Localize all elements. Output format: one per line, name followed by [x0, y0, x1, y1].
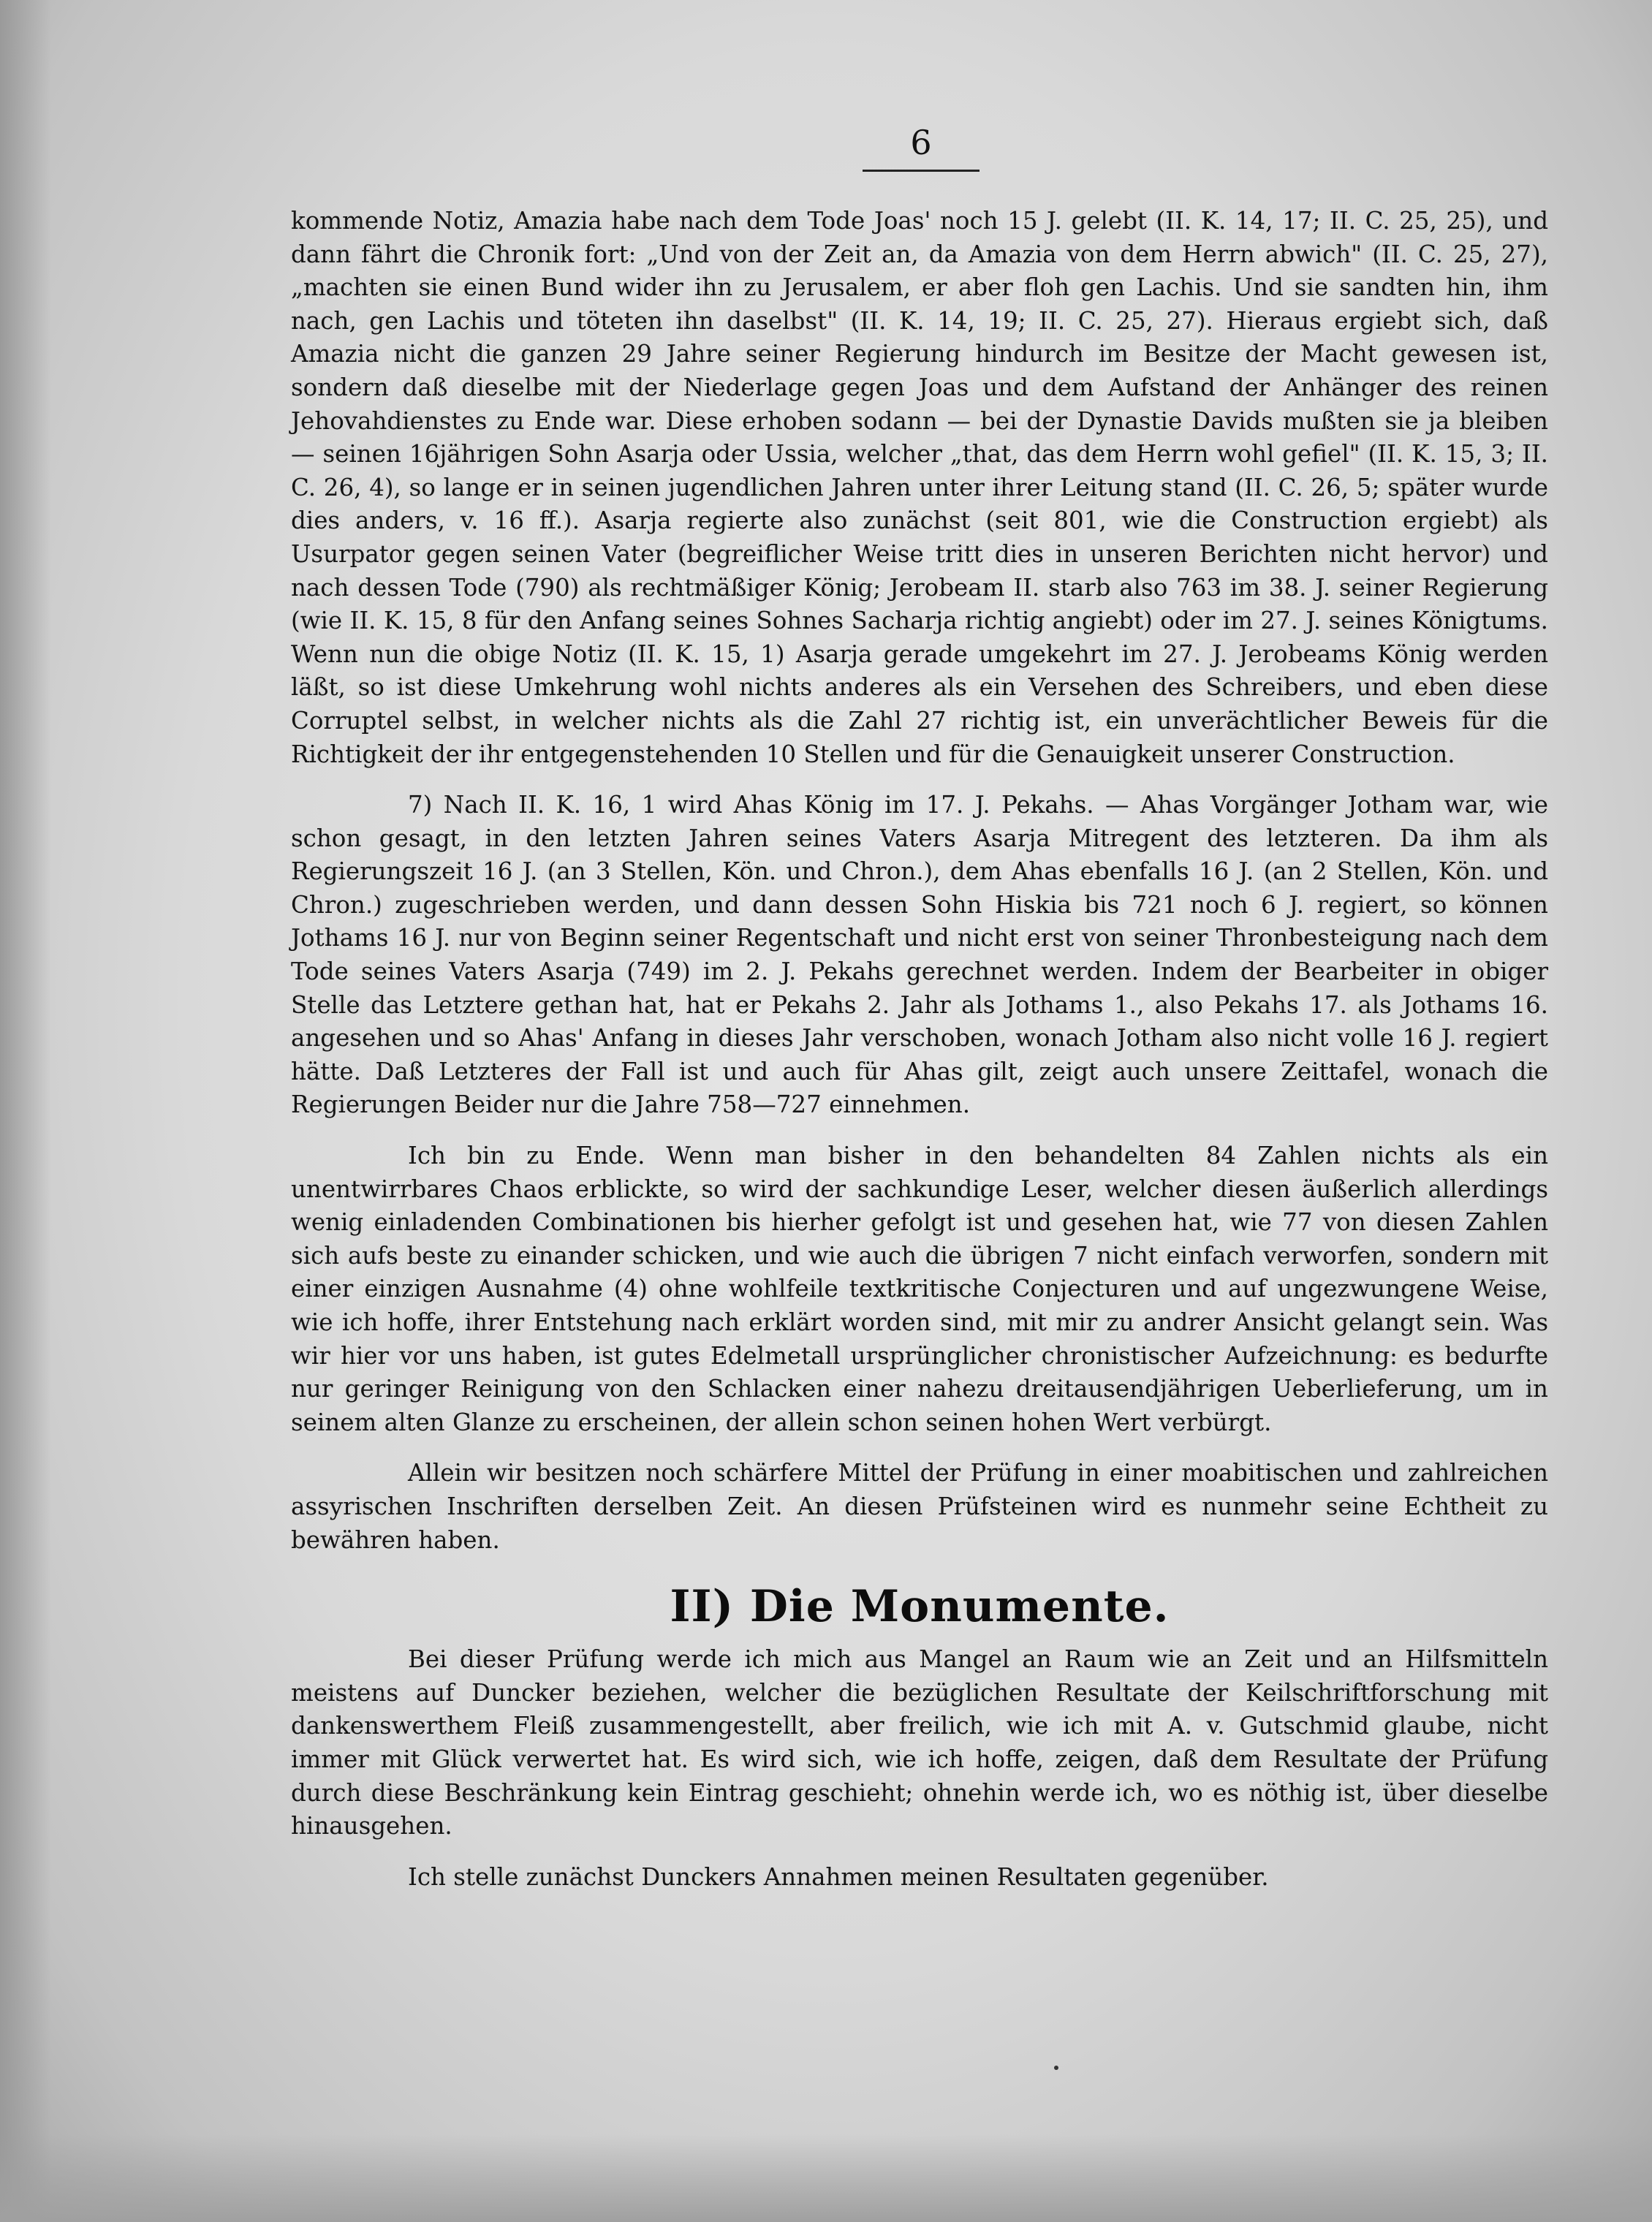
section-heading: II) Die Monumente.	[670, 1581, 1170, 1633]
paragraph-6: Ich stelle zunächst Dunckers Annahmen meinen Resultaten gegenüber.	[408, 1862, 1269, 1891]
ink-speck	[1054, 2066, 1058, 2070]
page-number-rule	[863, 170, 980, 172]
paragraph-4: Allein wir besitzen noch schärfere Mittel der Prüfung in einer moabitischen und zahlreichen assyrischen Inschriften derselben Zeit. An diesen Prüfsteinen wird es nunmehr seine Echtheit zu bewähren haben.	[291, 1459, 1548, 1554]
page-shadow-bottom	[0, 2134, 1652, 2222]
paragraph-3: Ich bin zu Ende. Wenn man bisher in den behandelten 84 Zahlen nichts als ein unentwirrbares Chaos erblickte, so wird der sachkundige Leser, welcher diesen äußerlich allerdings wenig einladenden Combinationen bis hierher gefolgt ist und gesehen hat, wie 77 von diesen Zahlen sich aufs beste zu einander schicken, und wie auch die übrigen 7 nicht einfach verworfen, sondern mit einer einzigen Ausnahme (4) ohne wohlfeile textkritische Conjecturen und auf ungezwungene Weise, wie ich hoffe, ihrer Entstehung nach erklärt worden sind, mit mir zu andrer Ansicht gelangt sein. Was wir hier vor uns haben, ist gutes Edelmetall ursprünglicher chronistischer Aufzeichnung: es bedurfte nur geringer Reinigung von den Schlacken einer nahezu dreitausendjährigen Ueberlieferung, um in seinem alten Glanze zu erscheinen, der allein schon seinen hohen Wert verbürgt.	[291, 1142, 1548, 1436]
page-shadow-left	[0, 0, 51, 2222]
paragraph-5: Bei dieser Prüfung werde ich mich aus Mangel an Raum wie an Zeit und an Hilfsmitteln meistens auf Duncker beziehen, welcher die bezüglichen Resultate der Keilschriftforschung mit dankenswerthem Fleiß zusammengestellt, aber freilich, wie ich mit A. v. Gutschmid glaube, nicht immer mit Glück verwertet hat. Es wird sich, wie ich hoffe, zeigen, daß dem Resultate der Prüfung durch diese Beschränkung kein Eintrag geschieht; ohnehin werde ich, wo es nöthig ist, über dieselbe hinausgehen.	[291, 1645, 1548, 1840]
paragraph-2: 7) Nach II. K. 16, 1 wird Ahas König im 17. J. Pekahs. — Ahas Vorgänger Jotham war, wie schon gesagt, in den letzten Jahren seines Vaters Asarja Mitregent des letzteren. Da ihm als Regierungszeit 16 J. (an 3 Stellen, Kön. und Chron.), dem Ahas ebenfalls 16 J. (an 2 Stellen, Kön. und Chron.) zugeschrieben werden, und dann dessen Sohn Hiskia bis 721 noch 6 J. regiert, so können Jothams 16 J. nur von Beginn seiner Regentschaft und nicht erst von seiner Thronbesteigung nach dem Tode seines Vaters Asarja (749) im 2. J. Pekahs gerechnet werden. Indem der Bearbeiter in obiger Stelle das Letztere gethan hat, hat er Pekahs 2. Jahr als Jothams 1., also Pekahs 17. als Jothams 16. angesehen und so Ahas' Anfang in dieses Jahr verschoben, wonach Jotham also nicht volle 16 J. regiert hätte. Daß Letzteres der Fall ist und auch für Ahas gilt, zeigt auch unsere Zeittafel, wonach die Regierungen Beider nur die Jahre 758—727 einnehmen.	[291, 791, 1548, 1119]
body-text	[291, 205, 1548, 1894]
page-number: 6	[910, 123, 932, 162]
paragraph-1: kommende Notiz, Amazia habe nach dem Tode Joas' noch 15 J. gelebt (II. K. 14, 17; II. C. 25, 25), und dann fährt die Chronik fort: „Und von der Zeit an, da Amazia von dem Herrn abwich" (II. C. 25, 27), „machten sie einen Bund wider ihn zu Jerusalem, er aber floh gen Lachis. Und sie sandten hin, ihm nach, gen Lachis und töteten ihn daselbst" (II. K. 14, 19; II. C. 25, 27). Hieraus ergiebt sich, daß Amazia nicht die ganzen 29 Jahre seiner Regierung hindurch im Besitze der Macht gewesen ist, sondern daß dieselbe mit der Niederlage gegen Joas und dem Aufstand der Anhänger des reinen Jehovahdienstes zu Ende war. Diese erhoben sodann — bei der Dynastie Davids mußten sie ja bleiben — seinen 16jährigen Sohn Asarja oder Ussia, welcher „that, das dem Herrn wohl gefiel" (II. K. 15, 3; II. C. 26, 4), so lange er in seinen jugendlichen Jahren unter ihrer Leitung stand (II. C. 26, 5; später wurde dies anders, v. 16 ff.). Asarja regierte also zunächst (seit 801, wie die Construction ergiebt) als Usurpator gegen seinen Vater (begreiflicher Weise tritt dies in unseren Berichten nicht hervor) und nach dessen Tode (790) als rechtmäßiger König; Jerobeam II. starb also 763 im 38. J. seiner Regierung (wie II. K. 15, 8 für den Anfang seines Sohnes Sacharja richtig angiebt) oder im 27. J. seines Königtums. Wenn nun die obige Notiz (II. K. 15, 1) Asarja gerade umgekehrt im 27. J. Jerobeams König werden läßt, so ist diese Umkehrung wohl nichts anderes als ein Versehen des Schreibers, und eben diese Corruptel selbst, in welcher nichts als die Zahl 27 richtig ist, ein unverächtlicher Beweis für die Richtigkeit der ihr entgegenstehenden 10 Stellen und für die Genauigkeit unserer Construction.	[291, 207, 1548, 768]
